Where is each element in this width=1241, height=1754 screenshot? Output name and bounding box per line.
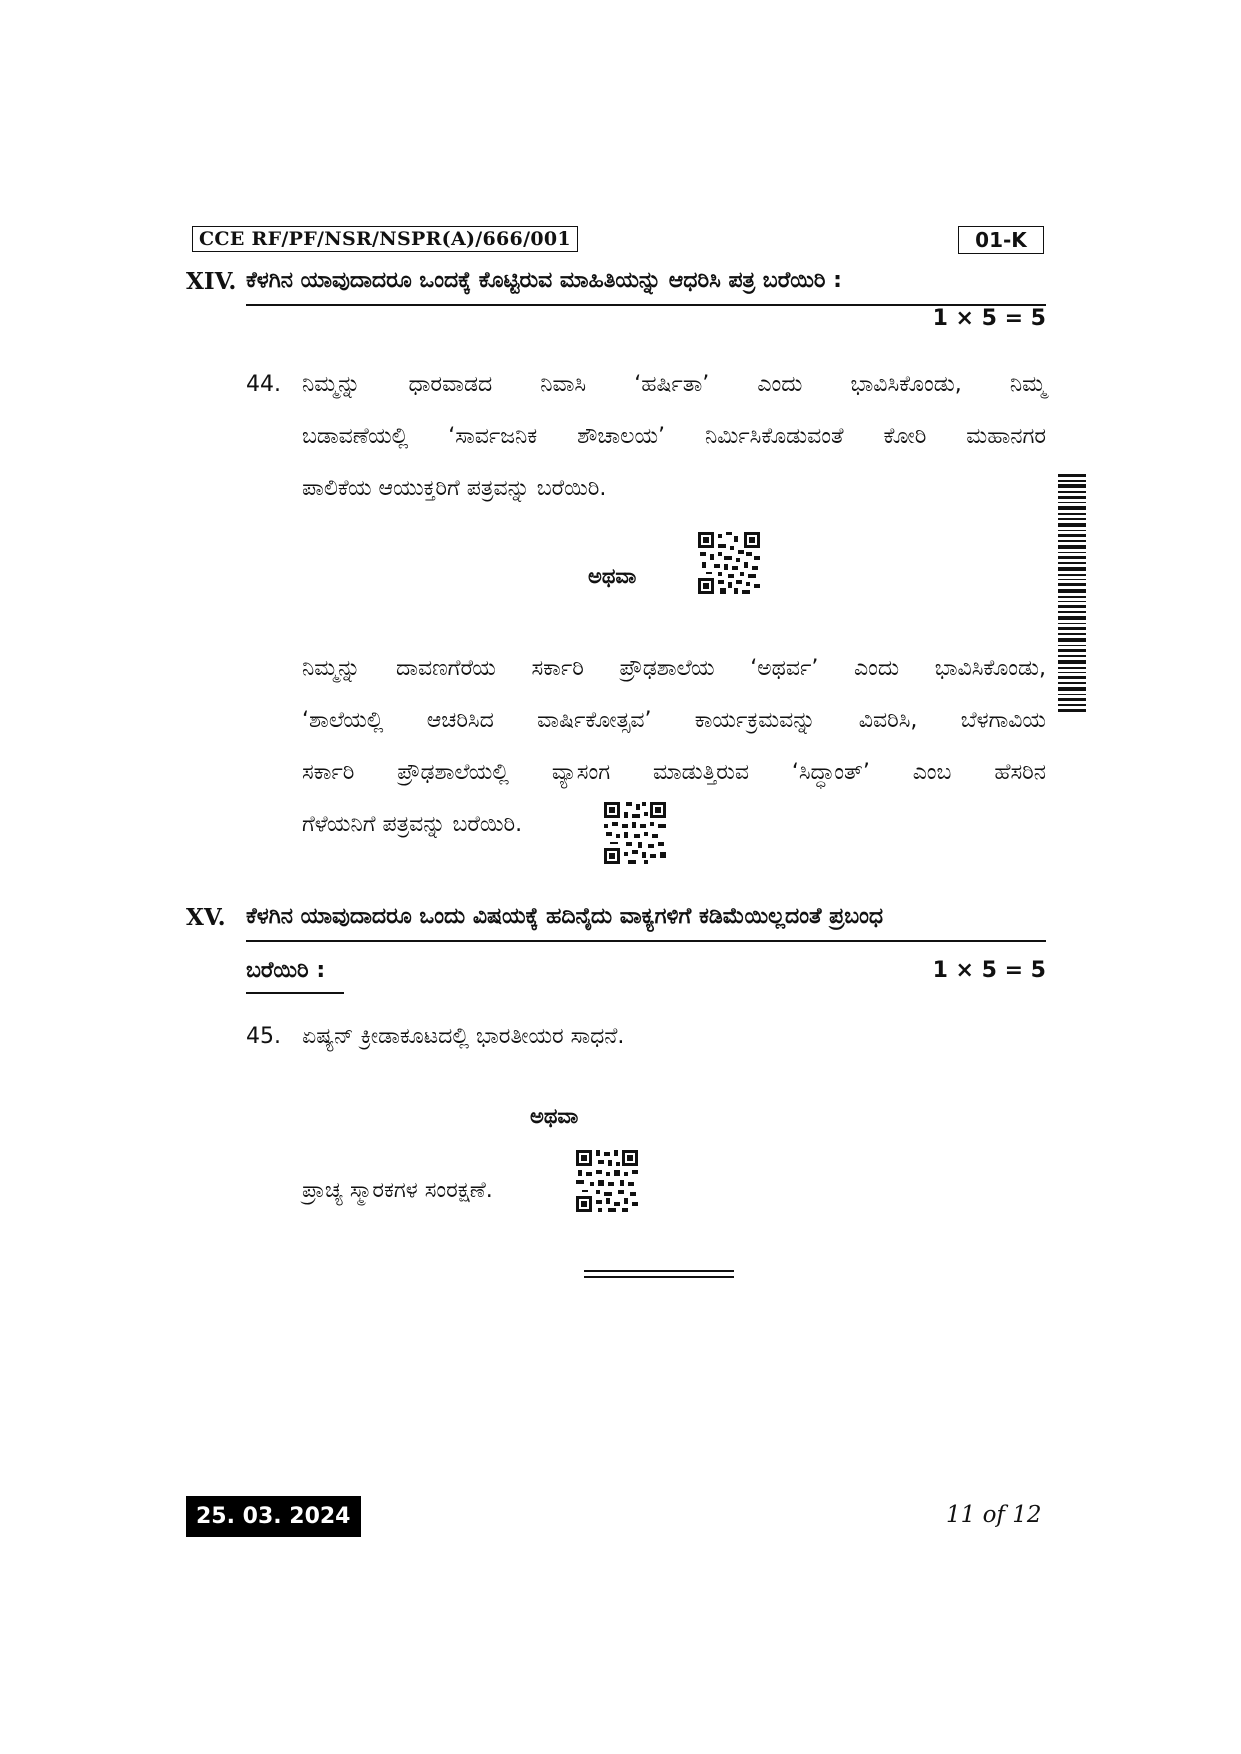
question-44-alt-line-4: ಗೆಳೆಯನಿಗೆ ಪತ್ರವನ್ನು ಬರೆಯಿರಿ. [302, 812, 523, 837]
barcode-icon [1058, 474, 1086, 712]
question-44-number: 44. [246, 372, 281, 397]
question-45-number: 45. [246, 1024, 281, 1049]
end-rule-top [584, 1270, 734, 1272]
section-15-underline [246, 940, 1046, 942]
section-14-number: XIV. [186, 268, 237, 295]
exam-date: 25. 03. 2024 [186, 1496, 361, 1537]
question-45-option-2: ಪ್ರಾಚ್ಯ ಸ್ಮಾರಕಗಳ ಸಂರಕ್ಷಣೆ. [302, 1178, 493, 1203]
or-label-2: ಅಥವಾ [530, 1104, 579, 1128]
question-44-alt-line-1: ನಿಮ್ಮನ್ನು ದಾವಣಗೆರೆಯ ಸರ್ಕಾರಿ ಪ್ರೌಢಶಾಲೆಯ ‘ಅಥರ್ವ’ ಎಂದು ಭಾವಿಸಿಕೊಂಡು, [302, 656, 1046, 681]
question-44-line-3: ಪಾಲಿಕೆಯ ಆಯುಕ್ತರಿಗೆ ಪತ್ರವನ್ನು ಬರೆಯಿರಿ. [302, 476, 607, 501]
section-15-underline-short [246, 992, 344, 994]
question-44-line-2: ಬಡಾವಣೆಯಲ್ಲಿ ‘ಸಾರ್ವಜನಿಕ ಶೌಚಾಲಯ’ ನಿರ್ಮಿಸಿಕೊಡುವಂತೆ ಕೋರಿ ಮಹಾನಗರ [302, 424, 1046, 449]
section-15-title-line-1: ಕೆಳಗಿನ ಯಾವುದಾದರೂ ಒಂದು ವಿಷಯಕ್ಕೆ ಹದಿನೈದು ವಾಕ್ಯಗಳಿಗೆ ಕಡಿಮೆಯಿಲ್ಲದಂತೆ ಪ್ರಬಂಧ [246, 904, 884, 929]
or-label-1: ಅಥವಾ [588, 564, 637, 588]
qr-code-icon [604, 802, 666, 864]
question-44-alt-line-3: ಸರ್ಕಾರಿ ಪ್ರೌಢಶಾಲೆಯಲ್ಲಿ ವ್ಯಾಸಂಗ ಮಾಡುತ್ತಿರುವ ‘ಸಿದ್ಧಾಂತ್’ ಎಂಬ ಹೆಸರಿನ [302, 760, 1046, 785]
question-44-line-1: ನಿಮ್ಮನ್ನು ಧಾರವಾಡದ ನಿವಾಸಿ ‘ಹರ್ಷಿತಾ’ ಎಂದು ಭಾವಿಸಿಕೊಂಡು, ನಿಮ್ಮ [302, 372, 1046, 397]
section-14-title: ಕೆಳಗಿನ ಯಾವುದಾದರೂ ಒಂದಕ್ಕೆ ಕೊಟ್ಟಿರುವ ಮಾಹಿತಿಯನ್ನು ಆಧರಿಸಿ ಪತ್ರ ಬರೆಯಿರಿ : [246, 268, 842, 293]
section-15-marks: 1 × 5 = 5 [932, 958, 1046, 983]
paper-code: 01-K [958, 226, 1044, 254]
section-15-number: XV. [186, 904, 226, 931]
question-45-option-1: ಏಷ್ಯನ್ ಕ್ರೀಡಾಕೂಟದಲ್ಲಿ ಭಾರತೀಯರ ಸಾಧನೆ. [302, 1024, 625, 1049]
qr-code-icon [698, 532, 760, 594]
end-rule-bottom [584, 1276, 734, 1278]
exam-code: CCE RF/PF/NSR/NSPR(A)/666/001 [192, 226, 578, 252]
qr-code-icon [576, 1150, 638, 1212]
section-14-marks: 1 × 5 = 5 [932, 306, 1046, 331]
section-15-title-line-2: ಬರೆಯಿರಿ : [246, 958, 326, 983]
page-number: 11 of 12 [946, 1502, 1042, 1528]
question-44-alt-line-2: ‘ಶಾಲೆಯಲ್ಲಿ ಆಚರಿಸಿದ ವಾರ್ಷಿಕೋತ್ಸವ’ ಕಾರ್ಯಕ್ರಮವನ್ನು ವಿವರಿಸಿ, ಬೆಳಗಾವಿಯ [302, 708, 1046, 733]
